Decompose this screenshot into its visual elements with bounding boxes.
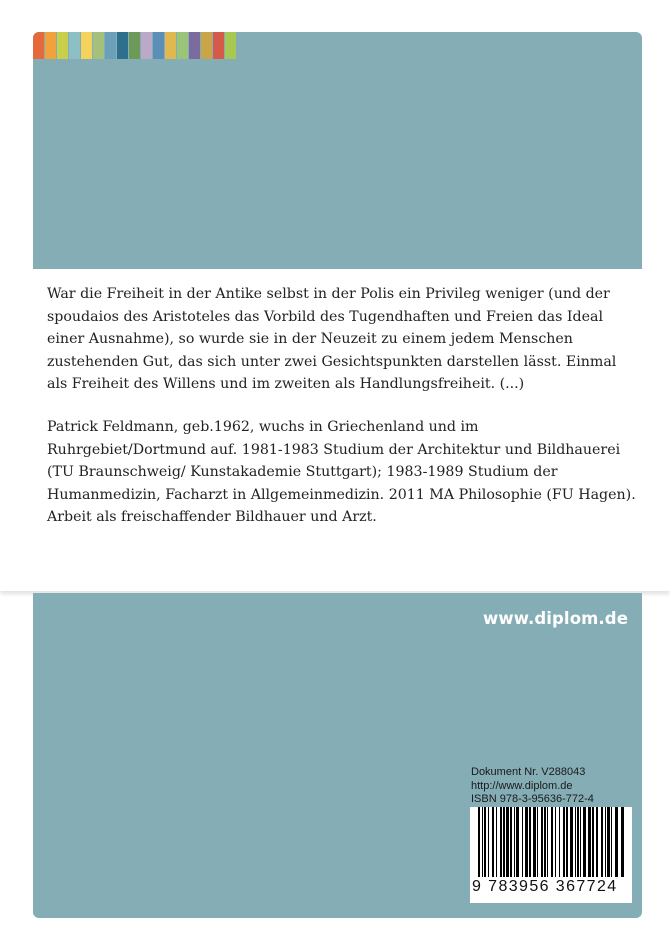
- barcode-bar: [547, 807, 548, 877]
- barcode-bar: [478, 807, 480, 877]
- color-stripe: [201, 32, 212, 59]
- barcode-bar: [496, 807, 497, 877]
- barcode-bar: [611, 807, 612, 877]
- barcode-bar: [577, 807, 579, 877]
- isbn: ISBN 978-3-95636-772-4: [471, 793, 594, 805]
- color-stripe: [213, 32, 224, 59]
- barcode-bar: [525, 807, 528, 877]
- barcode-bar: [529, 807, 531, 877]
- barcode-bar: [605, 807, 606, 877]
- color-stripe: [141, 32, 152, 59]
- barcode-bar: [488, 807, 489, 877]
- barcode-bar: [484, 807, 486, 877]
- barcode-bar: [514, 807, 515, 877]
- color-stripe: [189, 32, 200, 59]
- color-stripe: [105, 32, 116, 59]
- color-stripe: [153, 32, 164, 59]
- barcode-bar: [533, 807, 536, 877]
- barcode-bar: [607, 807, 610, 877]
- blurb-paragraph: War die Freiheit in der Antike selbst in der Polis ein Privileg weniger (und der spoudaios des Aristoteles das Vorbild des Tugendhaften und Freien das Ideal einer Ausnahme), so wurde sie in der Neuzeit zu einem jedem Menschen zustehenden Gut, das sich unter zwei Gesichtspunkten darstellen lässt. Einmal als Freiheit des Willens und im zweiten als Handlungsfreiheit. (...): [47, 286, 617, 392]
- barcode-bar: [563, 807, 565, 877]
- color-stripe: [57, 32, 68, 59]
- color-stripe: [33, 32, 44, 59]
- barcode-bar: [522, 807, 523, 877]
- barcode-bar: [555, 807, 556, 877]
- barcode-bar: [575, 807, 576, 877]
- author-bio-paragraph: Patrick Feldmann, geb.1962, wuchs in Griechenland und im Ruhrgebiet/Dortmund auf. 1981-1983 Studium der Architektur und Bildhauerei (TU Braunschweig/ Kunstakademie Stuttgart); 1983-1989 Studium der Humanmedizin, Facharzt in Allgemeinmedizin. 2011 MA Philosophie (FU Hagen). Arbeit als freischaffender Bildhauer und Arzt.: [47, 419, 636, 525]
- barcode-bar: [621, 807, 624, 877]
- barcode-bar: [570, 807, 573, 877]
- barcode-bar: [566, 807, 568, 877]
- barcode-bar: [482, 807, 483, 877]
- barcode-bar: [537, 807, 538, 877]
- barcode-bar: [510, 807, 512, 877]
- color-stripe: [117, 32, 128, 59]
- color-stripe: [165, 32, 176, 59]
- barcode-bar: [580, 807, 581, 877]
- barcode-bar: [516, 807, 519, 877]
- barcode-bar: [588, 807, 591, 877]
- color-stripe: [93, 32, 104, 59]
- color-stripe: [225, 32, 236, 59]
- barcode-bar: [596, 807, 598, 877]
- barcode-bar: [492, 807, 494, 877]
- barcode-bar: [559, 807, 560, 877]
- color-stripe: [45, 32, 56, 59]
- barcode-bar: [551, 807, 553, 877]
- color-stripe: [81, 32, 92, 59]
- barcode-bar: [503, 807, 505, 877]
- document-info: [471, 766, 631, 807]
- color-stripe: [177, 32, 188, 59]
- color-stripe: [129, 32, 140, 59]
- color-stripes: [33, 32, 237, 59]
- barcode-bar: [601, 807, 603, 877]
- barcode-bar: [544, 807, 546, 877]
- barcode: [470, 807, 632, 903]
- barcode-bar: [506, 807, 509, 877]
- publisher-url[interactable]: www.diplom.de: [483, 609, 628, 628]
- barcode-bar: [541, 807, 543, 877]
- document-url: http://www.diplom.de: [471, 779, 573, 792]
- barcode-bar: [615, 807, 618, 877]
- barcode-bar: [592, 807, 594, 877]
- color-stripe: [69, 32, 80, 59]
- barcode-bar: [583, 807, 586, 877]
- barcode-bar: [500, 807, 502, 877]
- cover-top-panel: [33, 32, 642, 269]
- barcode-bars: [478, 807, 628, 877]
- document-number: Dokument Nr. V288043: [471, 766, 586, 778]
- barcode-digits: 9 783956 367724: [472, 878, 618, 895]
